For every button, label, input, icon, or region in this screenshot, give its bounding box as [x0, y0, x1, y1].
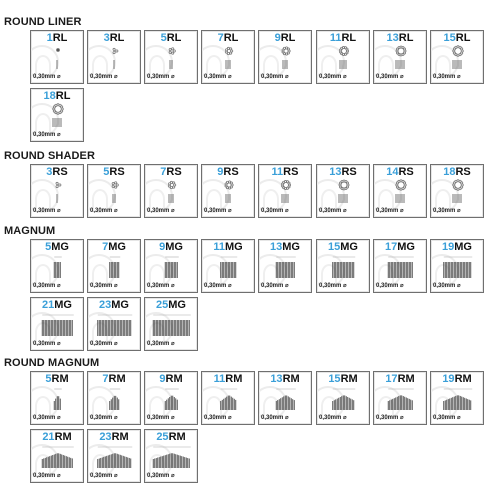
needle-count: 15	[443, 32, 456, 44]
needle-count: 19	[442, 373, 455, 385]
needle-label	[88, 241, 140, 253]
needle-configuration-icon	[31, 386, 84, 412]
needle-count: 13	[386, 32, 399, 44]
needle-count: 9	[217, 166, 224, 178]
needle-type-code: MG	[108, 241, 126, 253]
needle-configuration-icon	[317, 254, 370, 280]
needle-card	[430, 371, 484, 425]
needle-type-code: RM	[165, 373, 183, 385]
needle-card	[373, 164, 427, 218]
needle-configuration-icon	[374, 254, 427, 280]
needle-configuration-icon	[145, 254, 198, 280]
needle-count: 9	[159, 373, 166, 385]
needle-card	[144, 30, 198, 84]
needle-card	[30, 429, 84, 483]
needle-count: 5	[103, 166, 110, 178]
needle-diameter: 0,30mm ⌀	[147, 208, 175, 214]
needle-label	[88, 32, 140, 44]
needle-count: 7	[217, 32, 224, 44]
needle-label	[31, 166, 83, 178]
needle-count: 7	[160, 166, 167, 178]
needle-label	[88, 431, 140, 443]
needle-type-code: RM	[282, 373, 300, 385]
needle-diameter: 0,30mm ⌀	[376, 208, 404, 214]
needle-type-code: MG	[54, 299, 72, 311]
needle-type-code: MG	[168, 299, 186, 311]
needle-label	[317, 241, 369, 253]
needle-diameter: 0,30mm ⌀	[147, 341, 175, 347]
needle-type-code: MG	[340, 241, 358, 253]
needle-count: 18	[43, 90, 56, 102]
needle-type-code: RS	[455, 166, 471, 178]
needle-type-code: RM	[225, 373, 243, 385]
needle-type-code: RL	[398, 32, 414, 44]
needle-card	[316, 371, 370, 425]
needle-configuration-icon	[431, 386, 484, 412]
needle-card	[30, 239, 84, 293]
needle-type-code: RS	[166, 166, 182, 178]
needle-type-code: RM	[51, 373, 69, 385]
needle-configuration-icon	[145, 444, 198, 470]
needle-configuration-icon	[374, 386, 427, 412]
needle-card	[201, 30, 255, 84]
needle-diameter: 0,30mm ⌀	[204, 283, 232, 289]
needle-configuration-icon	[259, 386, 312, 412]
needle-card	[373, 239, 427, 293]
needle-type-code: RS	[52, 166, 68, 178]
needle-card	[430, 239, 484, 293]
needle-configuration-icon	[145, 312, 198, 338]
needle-type-code: MG	[111, 299, 129, 311]
needle-count: 25	[156, 431, 169, 443]
needle-card	[144, 371, 198, 425]
needle-card	[430, 30, 484, 84]
needle-configuration-icon	[31, 45, 84, 71]
needle-type-code: MG	[282, 241, 300, 253]
needle-configuration-icon	[88, 45, 141, 71]
needle-configuration-icon	[431, 179, 484, 205]
needle-type-code: MG	[454, 241, 472, 253]
needle-count: 11	[329, 32, 342, 44]
needle-configuration-icon	[317, 179, 370, 205]
needle-label	[431, 32, 483, 44]
section-title: MAGNUM	[4, 225, 56, 237]
needle-card	[30, 371, 84, 425]
needle-diameter: 0,30mm ⌀	[90, 283, 118, 289]
needle-diameter: 0,30mm ⌀	[147, 283, 175, 289]
needle-type-code: MG	[51, 241, 69, 253]
needle-type-code: RL	[109, 32, 125, 44]
needle-diameter: 0,30mm ⌀	[204, 415, 232, 421]
needle-type-code: RM	[111, 431, 129, 443]
needle-type-code: RL	[223, 32, 239, 44]
needle-diameter: 0,30mm ⌀	[433, 208, 461, 214]
needle-type-code: RS	[109, 166, 125, 178]
needle-diameter: 0,30mm ⌀	[204, 74, 232, 80]
needle-label	[259, 32, 311, 44]
needle-card	[144, 297, 198, 351]
needle-label	[31, 431, 83, 443]
needle-label	[88, 166, 140, 178]
needle-diameter: 0,30mm ⌀	[376, 283, 404, 289]
needle-type-code: RM	[54, 431, 72, 443]
needle-card	[30, 297, 84, 351]
section-title: ROUND LINER	[4, 16, 82, 28]
needle-configuration-icon	[88, 179, 141, 205]
needle-count: 5	[45, 373, 52, 385]
needle-diameter: 0,30mm ⌀	[147, 74, 175, 80]
needle-label	[259, 241, 311, 253]
needle-label	[259, 166, 311, 178]
needle-count: 13	[270, 373, 283, 385]
needle-label	[145, 241, 197, 253]
needle-card	[144, 164, 198, 218]
needle-label	[145, 32, 197, 44]
needle-type-code: RS	[223, 166, 239, 178]
needle-label	[88, 373, 140, 385]
needle-diameter: 0,30mm ⌀	[33, 74, 61, 80]
needle-card	[144, 429, 198, 483]
needle-card	[258, 239, 312, 293]
needle-count: 5	[45, 241, 52, 253]
needle-card	[87, 371, 141, 425]
needle-label	[317, 166, 369, 178]
needle-label	[431, 241, 483, 253]
needle-type-code: MG	[165, 241, 183, 253]
needle-configuration-icon	[431, 45, 484, 71]
needle-card	[201, 164, 255, 218]
needle-diameter: 0,30mm ⌀	[433, 415, 461, 421]
needle-configuration-icon	[31, 444, 84, 470]
needle-type-code: RL	[280, 32, 296, 44]
needle-configuration-icon	[431, 254, 484, 280]
needle-label	[431, 373, 483, 385]
needle-type-code: RL	[55, 90, 71, 102]
needle-card	[258, 371, 312, 425]
needle-count: 13	[270, 241, 283, 253]
needle-count: 5	[160, 32, 167, 44]
needle-configuration-icon	[374, 45, 427, 71]
needle-diameter: 0,30mm ⌀	[33, 473, 61, 479]
needle-count: 1	[46, 32, 53, 44]
needle-count: 17	[385, 241, 398, 253]
needle-configuration-icon	[259, 254, 312, 280]
needle-count: 11	[213, 241, 225, 253]
needle-label	[374, 241, 426, 253]
needle-diameter: 0,30mm ⌀	[433, 74, 461, 80]
needle-diameter: 0,30mm ⌀	[204, 208, 232, 214]
needle-label	[431, 166, 483, 178]
needle-count: 11	[271, 166, 284, 178]
needle-label	[259, 373, 311, 385]
needle-card	[373, 30, 427, 84]
needle-card	[316, 239, 370, 293]
needle-configuration-icon	[202, 386, 255, 412]
needle-label	[88, 299, 140, 311]
needle-label	[202, 166, 254, 178]
needle-label	[145, 166, 197, 178]
needle-card	[316, 164, 370, 218]
needle-label	[317, 32, 369, 44]
needle-configuration-icon	[202, 45, 255, 71]
needle-count: 3	[103, 32, 110, 44]
needle-type-code: RS	[398, 166, 414, 178]
needle-count: 9	[274, 32, 281, 44]
needle-label	[145, 431, 197, 443]
needle-card	[87, 297, 141, 351]
needle-count: 7	[102, 373, 109, 385]
needle-count: 21	[42, 431, 55, 443]
needle-count: 19	[442, 241, 455, 253]
needle-diameter: 0,30mm ⌀	[261, 74, 289, 80]
needle-configuration-icon	[31, 179, 84, 205]
needle-card	[258, 164, 312, 218]
needle-type-code: MG	[397, 241, 415, 253]
needle-type-code: RM	[108, 373, 126, 385]
needle-card	[30, 164, 84, 218]
needle-label	[317, 373, 369, 385]
needle-type-code: RS	[341, 166, 357, 178]
needle-count: 3	[46, 166, 53, 178]
needle-configuration-icon	[259, 45, 312, 71]
needle-label	[31, 90, 83, 102]
needle-type-code: RL	[341, 32, 357, 44]
needle-configuration-icon	[145, 45, 198, 71]
needle-configuration-icon	[31, 103, 84, 129]
needle-diameter: 0,30mm ⌀	[319, 283, 347, 289]
needle-card	[87, 30, 141, 84]
needle-configuration-icon	[88, 312, 141, 338]
needle-configuration-icon	[317, 45, 370, 71]
section-title: ROUND MAGNUM	[4, 357, 100, 369]
needle-label	[31, 373, 83, 385]
needle-card	[430, 164, 484, 218]
needle-count: 23	[99, 431, 112, 443]
needle-card	[87, 429, 141, 483]
needle-count: 25	[156, 299, 169, 311]
needle-label	[145, 299, 197, 311]
needle-count: 14	[386, 166, 399, 178]
needle-label	[202, 32, 254, 44]
needle-diameter: 0,30mm ⌀	[33, 415, 61, 421]
needle-configuration-icon	[88, 254, 141, 280]
needle-diameter: 0,30mm ⌀	[433, 283, 461, 289]
needle-configuration-icon	[202, 179, 255, 205]
needle-diameter: 0,30mm ⌀	[90, 208, 118, 214]
needle-count: 23	[99, 299, 112, 311]
needle-configuration-icon	[88, 444, 141, 470]
needle-diameter: 0,30mm ⌀	[33, 341, 61, 347]
needle-label	[374, 373, 426, 385]
needle-count: 15	[328, 241, 341, 253]
needle-configuration-icon	[145, 179, 198, 205]
needle-configuration-icon	[259, 179, 312, 205]
needle-configuration-icon	[88, 386, 141, 412]
needle-diameter: 0,30mm ⌀	[376, 74, 404, 80]
needle-configuration-icon	[31, 312, 84, 338]
needle-label	[374, 166, 426, 178]
needle-diameter: 0,30mm ⌀	[90, 341, 118, 347]
needle-count: 21	[42, 299, 55, 311]
needle-card	[201, 239, 255, 293]
needle-count: 11	[213, 373, 226, 385]
needle-count: 15	[328, 373, 341, 385]
needle-diameter: 0,30mm ⌀	[261, 283, 289, 289]
needle-diameter: 0,30mm ⌀	[147, 415, 175, 421]
needle-configuration-icon	[145, 386, 198, 412]
needle-label	[202, 373, 254, 385]
needle-count: 9	[159, 241, 166, 253]
needle-diameter: 0,30mm ⌀	[90, 74, 118, 80]
needle-count: 7	[102, 241, 109, 253]
needle-type-code: MG	[224, 241, 243, 253]
needle-diameter: 0,30mm ⌀	[319, 74, 347, 80]
needle-configuration-icon	[374, 179, 427, 205]
needle-card	[30, 88, 84, 142]
needle-count: 18	[443, 166, 456, 178]
needle-card	[87, 239, 141, 293]
needle-label	[31, 32, 83, 44]
needle-card	[258, 30, 312, 84]
needle-diameter: 0,30mm ⌀	[376, 415, 404, 421]
needle-diameter: 0,30mm ⌀	[147, 473, 175, 479]
needle-type-code: RS	[283, 166, 299, 178]
needle-diameter: 0,30mm ⌀	[33, 132, 61, 138]
needle-card	[30, 30, 84, 84]
needle-label	[145, 373, 197, 385]
needle-diameter: 0,30mm ⌀	[319, 415, 347, 421]
section-title: ROUND SHADER	[4, 150, 96, 162]
needle-card	[373, 371, 427, 425]
needle-type-code: RL	[455, 32, 471, 44]
needle-type-code: RM	[397, 373, 415, 385]
needle-diameter: 0,30mm ⌀	[261, 415, 289, 421]
needle-label	[202, 241, 254, 253]
needle-configuration-icon	[317, 386, 370, 412]
needle-count: 17	[385, 373, 398, 385]
needle-label	[31, 299, 83, 311]
needle-card	[87, 164, 141, 218]
needle-type-code: RL	[52, 32, 68, 44]
needle-type-code: RM	[340, 373, 358, 385]
needle-diameter: 0,30mm ⌀	[33, 208, 61, 214]
needle-diameter: 0,30mm ⌀	[90, 473, 118, 479]
needle-type-code: RM	[168, 431, 186, 443]
needle-diameter: 0,30mm ⌀	[90, 415, 118, 421]
needle-card	[144, 239, 198, 293]
needle-diameter: 0,30mm ⌀	[261, 208, 289, 214]
needle-configuration-icon	[31, 254, 84, 280]
needle-card	[201, 371, 255, 425]
needle-count: 13	[329, 166, 342, 178]
needle-label	[374, 32, 426, 44]
needle-diameter: 0,30mm ⌀	[33, 283, 61, 289]
needle-diameter: 0,30mm ⌀	[319, 208, 347, 214]
needle-label	[31, 241, 83, 253]
needle-card	[316, 30, 370, 84]
needle-type-code: RM	[454, 373, 472, 385]
needle-configuration-icon	[202, 254, 255, 280]
needle-type-code: RL	[166, 32, 182, 44]
